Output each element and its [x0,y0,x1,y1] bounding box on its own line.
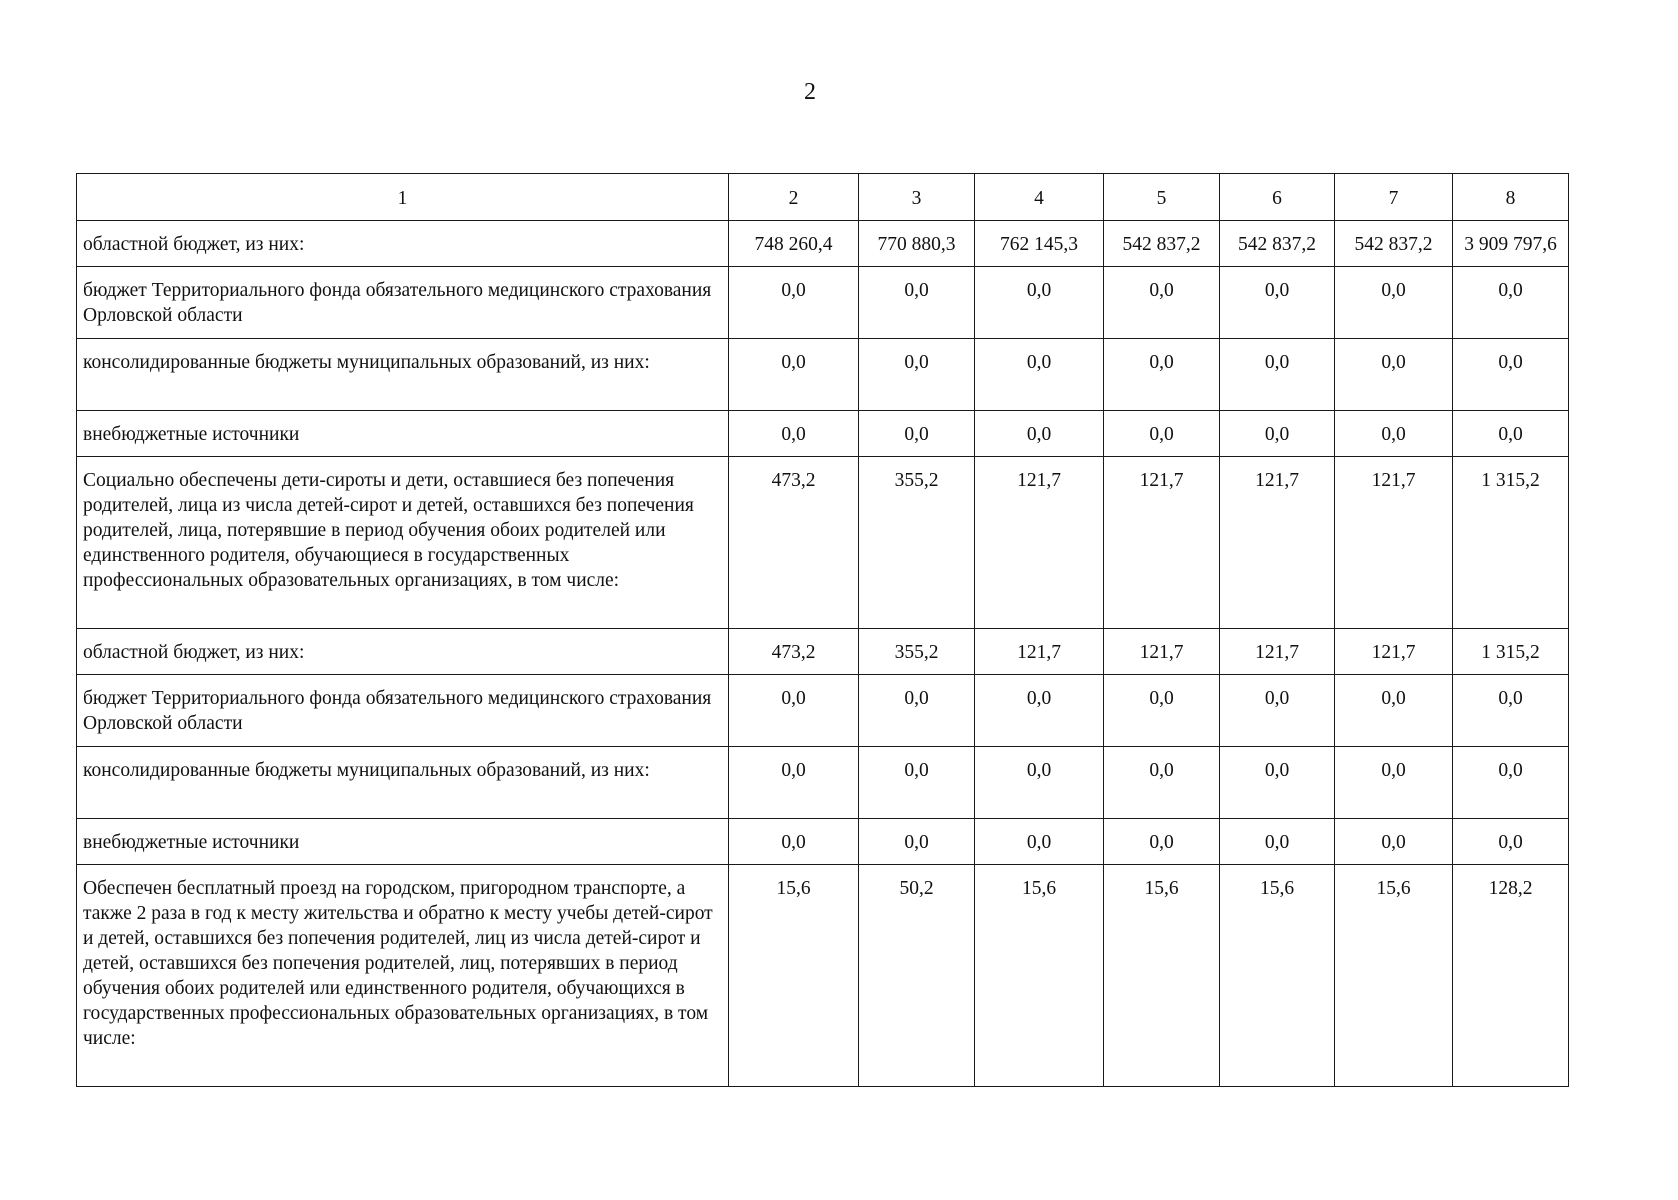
row-value: 1 315,2 [1453,629,1569,675]
row-value: 121,7 [1220,457,1335,629]
table-row [77,865,1569,1087]
row-value: 355,2 [859,457,975,629]
row-value: 0,0 [1220,747,1335,819]
table-row [77,411,1569,457]
row-value: 0,0 [1453,267,1569,339]
row-label: областной бюджет, из них: [77,629,729,675]
row-value: 542 837,2 [1104,221,1220,267]
column-header: 1 [77,174,729,221]
column-header: 2 [729,174,859,221]
column-header: 7 [1335,174,1453,221]
table-row [77,267,1569,339]
row-value: 15,6 [1335,865,1453,1087]
row-label: внебюджетные источники [77,819,729,865]
row-value: 15,6 [729,865,859,1087]
row-value: 0,0 [1104,267,1220,339]
table-row [77,819,1569,865]
row-value: 0,0 [729,819,859,865]
row-value: 0,0 [859,747,975,819]
row-value: 0,0 [1453,411,1569,457]
row-label: бюджет Территориального фонда обязательного медицинского страхования Орловской области [77,267,729,339]
row-value: 121,7 [1104,457,1220,629]
row-value: 473,2 [729,457,859,629]
row-value: 0,0 [1335,747,1453,819]
row-value: 0,0 [975,411,1104,457]
row-value: 770 880,3 [859,221,975,267]
row-value: 0,0 [859,267,975,339]
row-value: 355,2 [859,629,975,675]
row-value: 15,6 [1220,865,1335,1087]
row-value: 0,0 [1453,675,1569,747]
row-value: 762 145,3 [975,221,1104,267]
row-value: 0,0 [975,675,1104,747]
row-value: 0,0 [975,819,1104,865]
row-value: 542 837,2 [1220,221,1335,267]
row-value: 0,0 [1220,675,1335,747]
table-row [77,339,1569,411]
row-value: 542 837,2 [1335,221,1453,267]
row-value: 0,0 [859,411,975,457]
table-row [77,675,1569,747]
row-value: 0,0 [1104,819,1220,865]
row-value: 0,0 [729,411,859,457]
column-header: 6 [1220,174,1335,221]
row-value: 0,0 [1104,747,1220,819]
row-value: 0,0 [1335,411,1453,457]
row-value: 121,7 [1104,629,1220,675]
row-value: 0,0 [1220,819,1335,865]
row-value: 3 909 797,6 [1453,221,1569,267]
table-row [77,457,1569,629]
column-header: 4 [975,174,1104,221]
row-value: 121,7 [975,629,1104,675]
row-value: 0,0 [975,267,1104,339]
row-label: Обеспечен бесплатный проезд на городском, пригородном транспорте, а также 2 раза в год к месту жительства и обратно к месту учебы детей-сирот и детей, оставшихся без попечения родителей, лиц из числа детей-сирот и детей, оставшихся без попечения родителей, лиц, потерявших в период обучения обоих родителей или единственного родителя, обучающихся в государственных профессиональных образовательных организациях, в том числе: [77,865,729,1087]
row-value: 0,0 [1335,339,1453,411]
row-label: бюджет Территориального фонда обязательного медицинского страхования Орловской области [77,675,729,747]
row-value: 0,0 [729,747,859,819]
row-value: 0,0 [859,339,975,411]
column-header: 3 [859,174,975,221]
row-value: 0,0 [729,675,859,747]
row-value: 748 260,4 [729,221,859,267]
row-value: 0,0 [1453,339,1569,411]
row-value: 50,2 [859,865,975,1087]
row-value: 0,0 [1104,411,1220,457]
row-value: 0,0 [1453,747,1569,819]
row-value: 121,7 [1220,629,1335,675]
column-header: 5 [1104,174,1220,221]
row-label: внебюджетные источники [77,411,729,457]
row-value: 0,0 [1220,267,1335,339]
row-value: 0,0 [1335,675,1453,747]
row-value: 0,0 [1220,339,1335,411]
row-value: 15,6 [1104,865,1220,1087]
row-value: 0,0 [859,819,975,865]
budget-table [76,173,1569,1087]
table-row [77,747,1569,819]
row-value: 121,7 [1335,457,1453,629]
row-label: Социально обеспечены дети-сироты и дети, оставшиеся без попечения родителей, лица из числа детей-сирот и детей, оставшихся без попечения родителей, лица, потерявшие в период обучения обоих родителей или единственного родителя, обучающиеся в государственных профессиональных образовательных организациях, в том числе: [77,457,729,629]
row-label: консолидированные бюджеты муниципальных образований, из них: [77,339,729,411]
row-value: 0,0 [729,267,859,339]
row-value: 0,0 [859,675,975,747]
row-value: 0,0 [975,747,1104,819]
row-label: консолидированные бюджеты муниципальных образований, из них: [77,747,729,819]
table-row [77,221,1569,267]
row-value: 121,7 [975,457,1104,629]
row-value: 1 315,2 [1453,457,1569,629]
table-row [77,629,1569,675]
row-value: 0,0 [1104,339,1220,411]
row-label: областной бюджет, из них: [77,221,729,267]
row-value: 0,0 [975,339,1104,411]
row-value: 121,7 [1335,629,1453,675]
row-value: 0,0 [1335,267,1453,339]
column-header: 8 [1453,174,1569,221]
row-value: 0,0 [1220,411,1335,457]
row-value: 0,0 [1335,819,1453,865]
row-value: 0,0 [1104,675,1220,747]
row-value: 473,2 [729,629,859,675]
row-value: 0,0 [1453,819,1569,865]
row-value: 15,6 [975,865,1104,1087]
row-value: 0,0 [729,339,859,411]
row-value: 128,2 [1453,865,1569,1087]
table-header-row [77,174,1569,221]
page-number: 2 [804,79,816,105]
